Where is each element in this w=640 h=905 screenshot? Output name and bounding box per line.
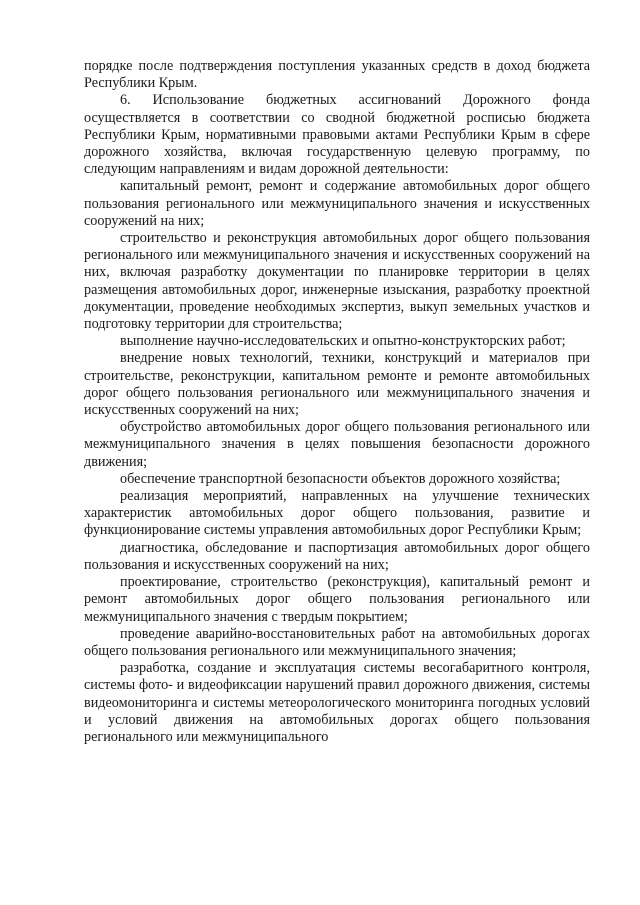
list-item-research: выполнение научно-исследовательских и опытно-конструкторских работ; — [120, 333, 566, 350]
list-item-design: проектирование, строительство (реконструкция), капитальный ремонт и ремонт автомобильных дорог общего пользования регионального или межмуниципального значения с твердым покрытием; — [84, 574, 590, 625]
list-item-new-technologies: внедрение новых технологий, техники, конструкций и материалов при строительстве, реконструкции, капитальном ремонте и ремонте автомобильных дорог общего пользования регионального или межмуниципального значения и искусственных сооружений на них; — [84, 350, 590, 419]
list-item-construction: строительство и реконструкция автомобильных дорог общего пользования регионального или межмуниципального значения и искусственных сооружений на них, включая разработку документации по планировке территории в целях размещения автомобильных дорог, инженерные изыскания, разработку проектной документации, проведение необходимых экспертиз, выкуп земельных участков и подготовку территории для строительства; — [84, 230, 590, 333]
list-item-monitoring-systems: разработка, создание и эксплуатация системы весогабаритного контроля, системы фото- и видеофиксации нарушений правил дорожного движения, системы видеомониторинга и системы метеорологического мониторинга погодных условий и условий движения на автомобильных дорогах общего пользования регионального или межмуниципального — [84, 660, 590, 745]
paragraph-item-6: 6. Использование бюджетных ассигнований Дорожного фонда осуществляется в соответствии со сводной бюджетной росписью бюджета Республики Крым, нормативными правовыми актами Республики Крым в сфере дорожного хозяйства, включая государственную целевую программу, по следующим направлениям и видам дорожной деятельности: — [84, 92, 590, 178]
list-item-road-safety: обустройство автомобильных дорог общего пользования регионального или межмуниципального значения в целях повышения безопасности дорожного движения; — [84, 419, 590, 470]
list-item-capital-repair: капитальный ремонт, ремонт и содержание автомобильных дорог общего пользования регионального или межмуниципального значения и искусственных сооружений на них; — [84, 178, 590, 229]
list-item-emergency-works: проведение аварийно-восстановительных работ на автомобильных дорогах общего пользования регионального или межмуниципального значения; — [84, 625, 590, 659]
document-body — [84, 58, 590, 746]
paragraph-continuation: порядке после подтверждения поступления указанных средств в доход бюджета Республики Крым. — [84, 58, 590, 92]
list-item-diagnostics: диагностика, обследование и паспортизация автомобильных дорог общего пользования и искусственных сооружений на них; — [84, 539, 590, 573]
list-item-improvement: реализация мероприятий, направленных на улучшение технических характеристик автомобильных дорог общего пользования, развитие и функционирование системы управления автомобильных дорог Республики Крым; — [84, 488, 590, 539]
list-item-transport-security: обеспечение транспортной безопасности объектов дорожного хозяйства; — [120, 470, 561, 487]
